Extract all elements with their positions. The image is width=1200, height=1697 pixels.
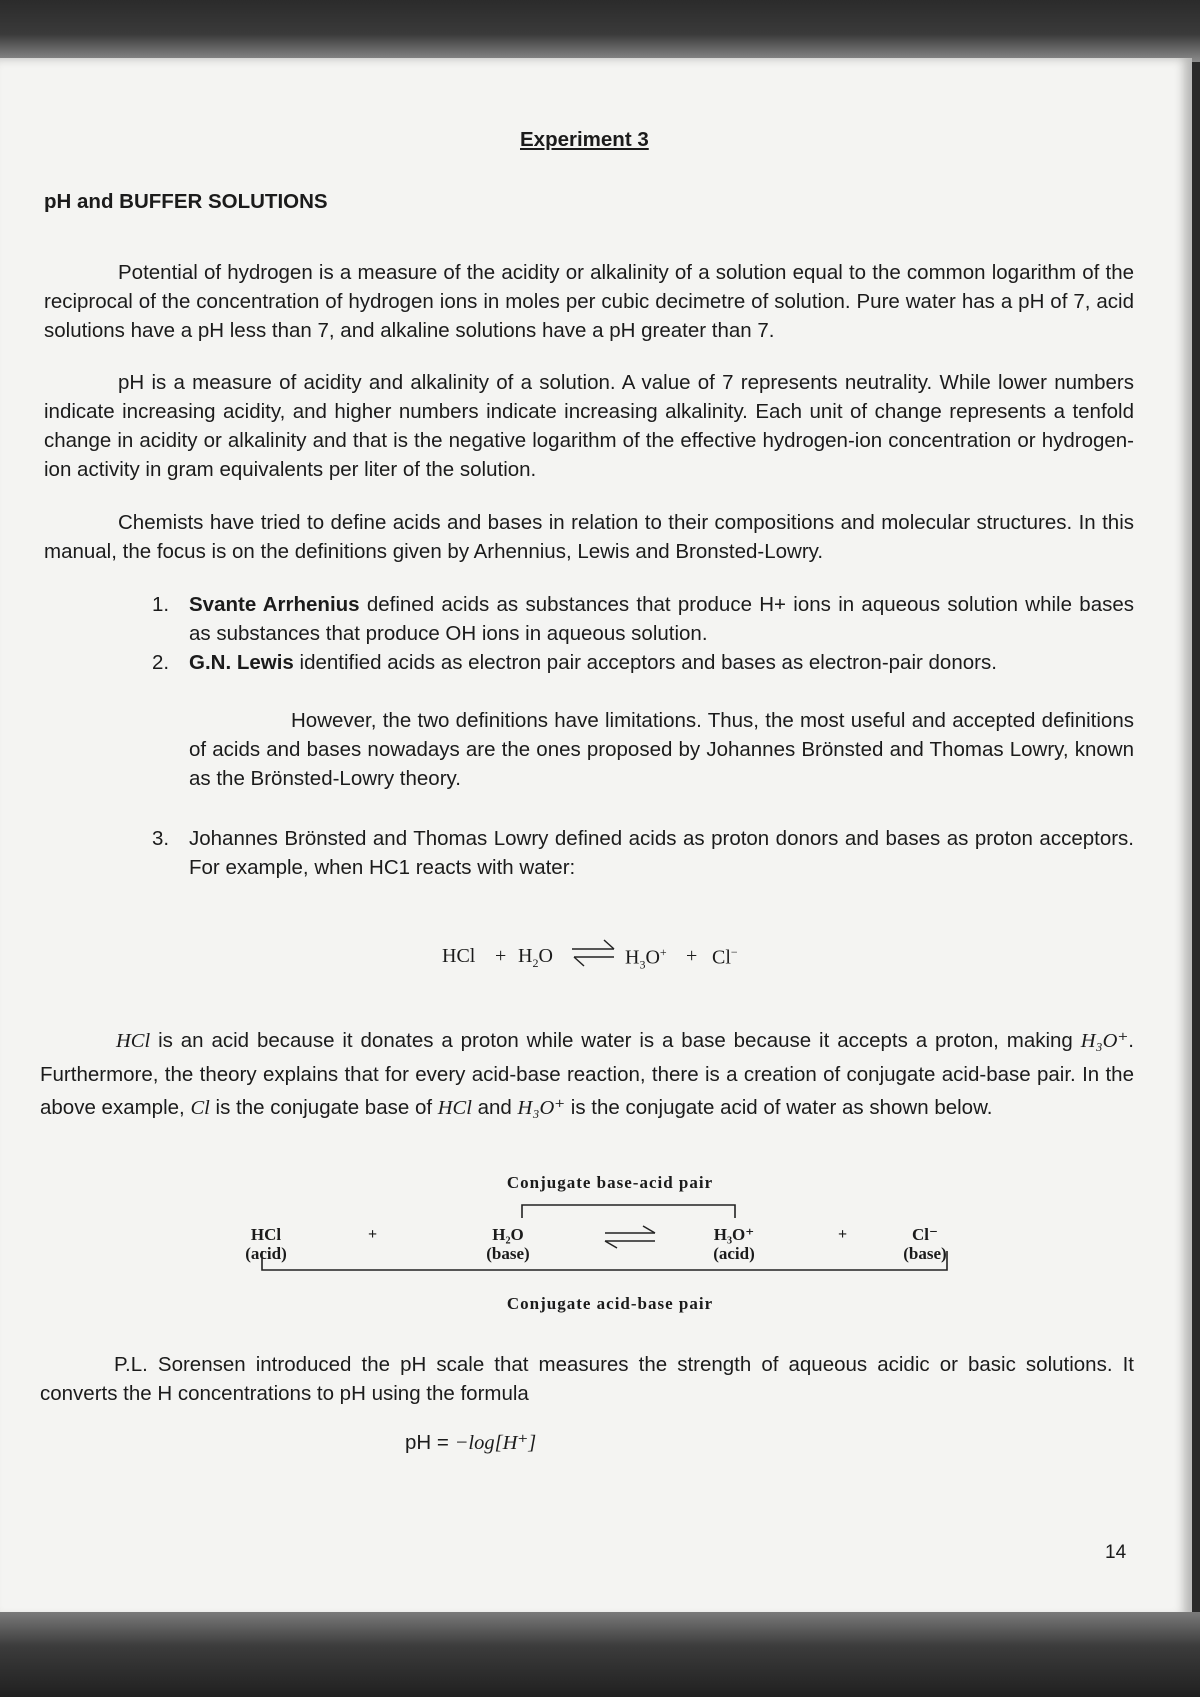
species-chloride: Cl [190, 1097, 210, 1119]
list-item-lewis [189, 648, 1134, 677]
list-item-name: Svante Arrhenius [189, 593, 360, 616]
list-item-name: G.N. Lewis [189, 651, 294, 674]
equation-hydronium: $H_3O^+$ [625, 945, 667, 972]
section-heading: pH and BUFFER SOLUTIONS [44, 190, 328, 213]
list-number: 2. [152, 651, 170, 674]
species-hcl: HCl [116, 1030, 151, 1052]
equation-chloride: Cl− [712, 945, 738, 969]
paragraph-conjugate-pairs: HCl is an acid because it donates a proton while water is a base because it accepts a proton, making H₃O⁺. Furthermore, the theory explains that for every acid-base reaction, there is a creation of conjugate acid-base pair. In the above example, Cl is the conjugate base of HCl and H₃O⁺ is the conjugate acid of water as shown below. [40, 1029, 1134, 1119]
list-item-text: defined acids as substances that produce H+ ions in aqueous solution while bases as substances that produce OH ions in aqueous solution. [189, 593, 1134, 645]
equation-plus: + [495, 945, 507, 967]
list-number: 3. [152, 827, 170, 850]
equation-hcl: HCl [442, 945, 476, 967]
page-number: 14 [1105, 1542, 1127, 1563]
document-page [0, 58, 1192, 1618]
experiment-title: Experiment 3 [520, 128, 649, 151]
diagram-species-hcl: HCl (acid) [245, 1225, 287, 1263]
paragraph-sorensen: P.L. Sorensen introduced the pH scale that measures the strength of aqueous acidic or basic solutions. It converts the H concentrations to pH using the formula [40, 1353, 1134, 1405]
paragraph-ph-scale: pH is a measure of acidity and alkalinity of a solution. A value of 7 represents neutrality. While lower numbers indicate increasing acidity, and higher numbers indicate increasing alkalinity. Each unit of change represents a tenfold change in acidity or alkalinity and that is the negative logarithm of the effective hydrogen-ion concentration or hydrogen-ion activity in gram equivalents per liter of the solution. [44, 371, 1134, 481]
diagram-species-water: H₂O (base) [486, 1225, 530, 1263]
species-hcl: HCl [437, 1097, 472, 1119]
equation-plus: + [686, 945, 698, 967]
list-item-bronsted-lowry: Johannes Brönsted and Thomas Lowry defined acids as proton donors and bases as proton acceptors. For example, when HC1 reacts with water: [189, 827, 1134, 879]
species-hydronium: H₃O⁺ [517, 1097, 566, 1119]
diagram-brackets [0, 1193, 1192, 1363]
equation-water: $H_2O$ [518, 945, 553, 970]
scan-border-bottom [0, 1612, 1200, 1697]
scan-border-top [0, 0, 1200, 62]
list-note-limitations: However, the two definitions have limitations. Thus, the most useful and accepted definitions of acids and bases nowadays are the ones proposed by Johannes Brönsted and Thomas Lowry, known as the Brönsted-Lowry theory. [189, 709, 1134, 790]
list-number: 1. [152, 593, 170, 616]
diagram-plus: + [838, 1226, 848, 1243]
equilibrium-arrow-icon [570, 936, 618, 968]
species-hydronium: H₃O⁺ [1080, 1030, 1129, 1052]
diagram-top-label: Conjugate base-acid pair [506, 1173, 714, 1192]
paragraph-ph-definition: Potential of hydrogen is a measure of the acidity or alkalinity of a solution equal to the common logarithm of the reciprocal of the concentration of hydrogen ions in moles per cubic decimetre of solution. Pure water has a pH of 7, acid solutions have a pH less than 7, and alkaline solutions have a pH greater than 7. [44, 261, 1134, 342]
diagram-bottom-label: Conjugate acid-base pair [506, 1294, 714, 1313]
list-item-text: identified acids as electron pair acceptors and bases as electron-pair donors. [293, 651, 997, 674]
diagram-species-hydronium: H₃O⁺ (acid) [713, 1225, 755, 1263]
list-item-arrhenius [189, 590, 1134, 648]
paragraph-acid-base-theories: Chemists have tried to define acids and bases in relation to their compositions and molecular structures. In this manual, the focus is on the definitions given by Arhennius, Lewis and Bronsted-Lowry. [44, 511, 1134, 563]
diagram-species-chloride: Cl⁻ (base) [903, 1225, 947, 1263]
diagram-plus: + [368, 1226, 378, 1243]
ph-formula: pH = −log[H⁺] [405, 1431, 537, 1454]
